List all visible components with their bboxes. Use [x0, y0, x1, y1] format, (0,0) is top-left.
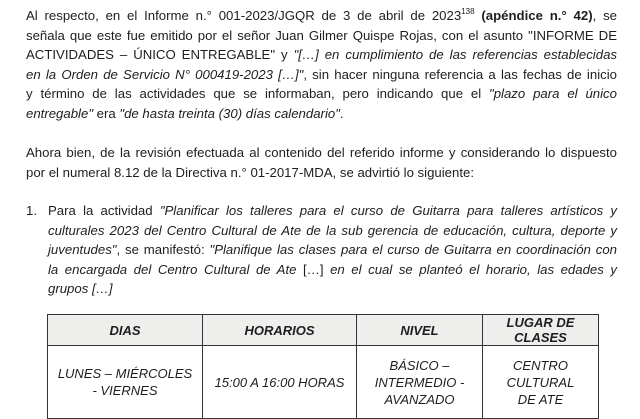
text-segment: (apéndice n.° 42) — [481, 8, 593, 23]
text-segment: por el numeral 8.12 de la Directiva n.° 01-2017-MDA, se advirtió lo siguiente: — [26, 164, 475, 180]
text-segment: en el cual se planteó el horario, las edades y — [323, 261, 617, 277]
list-number: 1. — [26, 203, 37, 218]
text-line — [26, 104, 617, 124]
text-line — [48, 279, 617, 299]
footnote-ref: 138 — [461, 7, 475, 16]
schedule-table — [47, 314, 599, 419]
text-segment: la encargada del Centro Cultural de Ate — [48, 261, 304, 277]
text-line — [26, 26, 617, 46]
text-line — [26, 65, 617, 85]
text-segment: culturales 2023 del Centro Cultural de Ate de la sub gerencia de educación, cultura, deporte y — [48, 222, 617, 238]
cell-horarios: 15:00 A 16:00 HORAS — [203, 346, 357, 419]
text-segment: entregable" — [26, 105, 94, 121]
cell-dias: LUNES – MIÉRCOLES - VIERNES — [48, 346, 203, 419]
text-segment: era — [93, 105, 120, 121]
text-segment: y término de las actividades que se informaban, pero indicando que el — [26, 86, 490, 101]
text-line — [48, 201, 617, 221]
text-segment: Ahora bien, de la revisión efectuada al contenido del referido informe y considerando lo dispuesto — [26, 145, 617, 160]
header-horarios: HORARIOS — [203, 315, 357, 346]
text-line — [26, 6, 617, 26]
text-segment: "plazo para el único — [489, 86, 617, 101]
text-segment: ACTIVIDADES – ÚNICO ENTREGABLE" y — [26, 47, 294, 62]
text-segment: en la Orden de Servicio N° 000419-2023 […]" — [26, 66, 304, 82]
text-segment: grupos […] — [48, 281, 113, 296]
text-line — [48, 240, 617, 260]
text-segment: Al respecto, en el Informe n.° 001-2023/JGQR de 3 de abril de 2023 — [26, 8, 462, 23]
text-line — [48, 221, 617, 241]
list-item-1 — [26, 201, 617, 299]
paragraph-revision — [26, 143, 617, 182]
text-line — [26, 143, 617, 163]
text-segment: , sin hacer ninguna referencia a las fechas de inicio — [303, 66, 617, 82]
text-segment: "de hasta treinta (30) días calendario" — [119, 105, 340, 121]
text-line — [48, 260, 617, 280]
table-header-row — [48, 315, 599, 346]
cell-nivel: BÁSICO – INTERMEDIO - AVANZADO — [357, 346, 483, 419]
text-segment: . — [339, 105, 344, 121]
text-segment: , se manifestó: — [116, 242, 210, 257]
text-line — [26, 84, 617, 104]
table-row — [48, 346, 599, 419]
header-dias: DIAS — [48, 315, 203, 346]
cell-lugar: CENTRO CULTURAL DE ATE — [483, 346, 599, 419]
text-segment: […] — [303, 261, 324, 277]
text-segment: "Planificar los talleres para el curso de Guitarra para talleres artísticos y — [159, 203, 617, 218]
text-segment: "[…] en cumplimiento de las referencias establecidas — [293, 47, 617, 62]
header-lugar: LUGAR DE CLASES — [483, 315, 599, 346]
text-segment: señala que este fue emitido por el señor Juan Gilmer Quispe Rojas, con el asunto "INFORME DE — [26, 27, 617, 43]
text-line — [26, 45, 617, 65]
header-nivel: NIVEL — [357, 315, 483, 346]
text-line — [26, 163, 617, 183]
text-segment: "Planifique las clases para el curso de Guitarra en coordinación con — [209, 242, 617, 257]
paragraph-informe — [26, 6, 617, 123]
text-segment: Para la actividad — [48, 203, 160, 218]
text-segment: , se — [592, 8, 617, 23]
text-segment: juventudes" — [48, 242, 117, 257]
